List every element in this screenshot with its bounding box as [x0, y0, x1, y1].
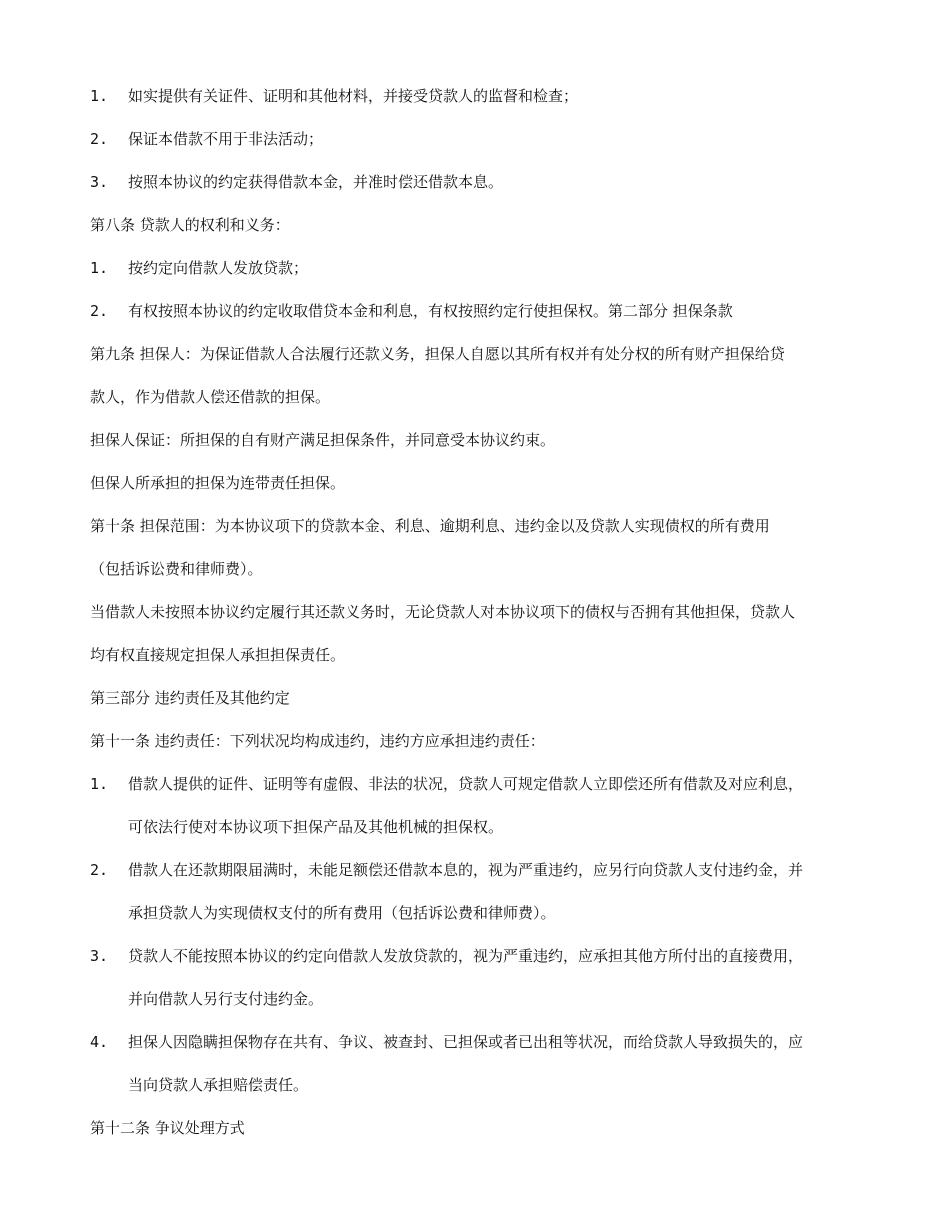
paragraph-text: 当借款人未按照本协议约定履行其还款义务时，无论贷款人对本协议项下的债权与否拥有其他担保，贷款人 [90, 603, 796, 621]
paragraph-text: 第八条 贷款人的权利和义务： [90, 216, 290, 234]
item-number: 3. [90, 947, 109, 965]
item-number: 2. [90, 130, 109, 148]
item-number: 2. [90, 861, 109, 879]
list-item-continuation [128, 989, 323, 1009]
list-item-continuation [128, 817, 503, 837]
list-item [90, 301, 733, 321]
list-item [90, 172, 503, 192]
item-text: 贷款人不能按照本协议的约定向借款人发放贷款的，视为严重违约，应承担其他方所付出的直接费用， [128, 947, 804, 965]
item-text: 借款人在还款期限届满时，未能足额偿还借款本息的，视为严重违约，应另行向贷款人支付违约金，并 [128, 861, 804, 879]
list-item [90, 946, 803, 966]
paragraph [90, 430, 555, 450]
paragraph-text: 担保人保证：所担保的自有财产满足担保条件，并同意受本协议约束。 [90, 431, 556, 449]
item-text: 保证本借款不用于非法活动； [128, 130, 324, 148]
item-number: 3. [90, 173, 109, 191]
article-heading [90, 731, 545, 751]
paragraph-text: 第三部分 违约责任及其他约定 [90, 689, 290, 707]
item-text: 有权按照本协议的约定收取借贷本金和利息，有权按照约定行使担保权。第二部分 担保条款 [128, 302, 733, 320]
item-number: 4. [90, 1033, 109, 1051]
list-item [90, 86, 578, 106]
paragraph [90, 602, 795, 622]
item-text: 借款人提供的证件、证明等有虚假、非法的状况，贷款人可规定借款人立即偿还所有借款及对应利息， [128, 775, 804, 793]
list-item [90, 129, 323, 149]
paragraph-text: （包括诉讼费和律师费）。 [90, 560, 263, 578]
item-text: 可依法行使对本协议项下担保产品及其他机械的担保权。 [128, 818, 504, 836]
list-item [90, 774, 803, 794]
item-text: 按照本协议的约定获得借款本金，并准时偿还借款本息。 [128, 173, 504, 191]
list-item [90, 258, 308, 278]
item-text: 如实提供有关证件、证明和其他材料，并接受贷款人的监督和检查； [128, 87, 579, 105]
list-item [90, 860, 803, 880]
list-item [90, 1032, 803, 1052]
item-number: 1. [90, 259, 109, 277]
paragraph-text: 但保人所承担的担保为连带责任担保。 [90, 474, 346, 492]
paragraph-text: 款人，作为借款人偿还借款的担保。 [90, 388, 331, 406]
list-item-continuation [128, 1075, 308, 1095]
paragraph-text: 均有权直接规定担保人承担担保责任。 [90, 646, 346, 664]
item-text: 并向借款人另行支付违约金。 [128, 990, 324, 1008]
paragraph [90, 645, 345, 665]
article-heading [90, 1118, 245, 1138]
item-text: 按约定向借款人发放贷款； [128, 259, 309, 277]
paragraph [90, 387, 330, 407]
paragraph-text: 第十一条 违约责任：下列状况均构成违约，违约方应承担违约责任： [90, 732, 545, 750]
paragraph-text: 第十条 担保范围：为本协议项下的贷款本金、利息、逾期利息、违约金以及贷款人实现债权的所有费用 [90, 517, 770, 535]
item-number: 1. [90, 87, 109, 105]
paragraph [90, 559, 263, 579]
item-text: 承担贷款人为实现债权支付的所有费用（包括诉讼费和律师费）。 [128, 904, 556, 922]
paragraph [90, 516, 770, 536]
paragraph [90, 344, 785, 364]
section-heading [90, 688, 290, 708]
article-heading [90, 215, 290, 235]
paragraph-text: 第九条 担保人：为保证借款人合法履行还款义务，担保人自愿以其所有权并有处分权的所有财产担保给贷 [90, 345, 785, 363]
paragraph [90, 473, 345, 493]
paragraph-text: 第十二条 争议处理方式 [90, 1119, 245, 1137]
item-number: 2. [90, 302, 109, 320]
item-text: 当向贷款人承担赔偿责任。 [128, 1076, 309, 1094]
item-text: 担保人因隐瞒担保物存在共有、争议、被查封、已担保或者已出租等状况，而给贷款人导致损失的，应 [128, 1033, 804, 1051]
list-item-continuation [128, 903, 556, 923]
item-number: 1. [90, 775, 109, 793]
